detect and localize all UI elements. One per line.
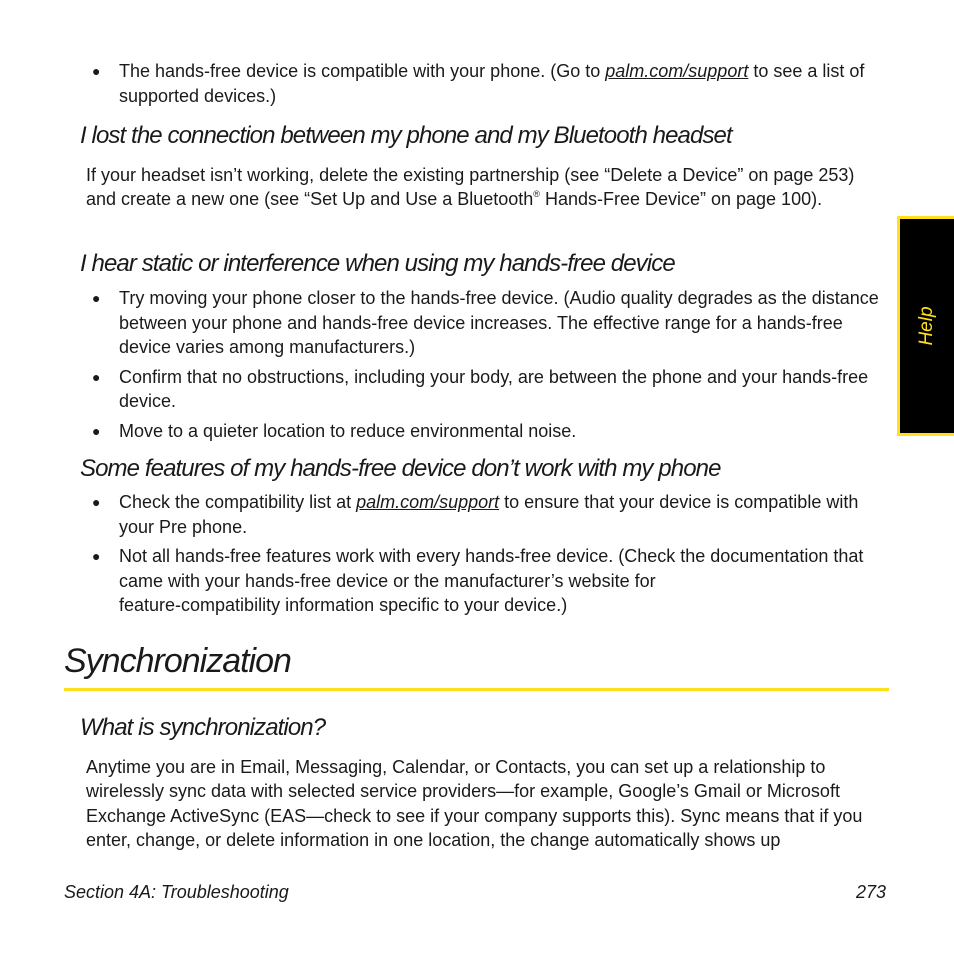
list-item: [92, 365, 884, 414]
list-item: [92, 490, 884, 539]
bullet-text: feature-compatibility information specific to your device.): [119, 595, 568, 615]
heading-what-is-sync: What is synchronization?: [80, 714, 326, 741]
registered-mark: ®: [533, 189, 540, 200]
palm-support-link[interactable]: palm.com/support: [605, 61, 749, 81]
bullet-text: Try moving your phone closer to the hands-free device. (Audio quality degrades as the distance between your phone and hands-free device increases. The effective range for a hands-free device varies among manufacturers.): [119, 288, 879, 357]
bullet-text: Confirm that no obstructions, including your body, are between the phone and your hands-free device.: [119, 366, 869, 411]
features-bullet-list: [92, 490, 884, 623]
bullet-icon: ●: [92, 422, 101, 439]
palm-support-link[interactable]: palm.com/support: [356, 492, 500, 512]
list-item: [92, 544, 884, 618]
help-side-tab[interactable]: [897, 216, 954, 436]
section-title-synchronization: Synchronization: [64, 642, 291, 680]
page-number: 273: [856, 882, 887, 902]
paragraph-text: Hands-Free Device” on page 100).: [539, 189, 823, 210]
compatibility-bullet-list: [92, 59, 884, 113]
heading-static-interference: I hear static or interference when using my hands-free device: [80, 250, 675, 277]
list-item: [92, 286, 884, 360]
bullet-text: to ensure that your device is compatible with your Pre phone.: [119, 492, 859, 537]
static-bullet-list: [92, 286, 884, 448]
sync-paragraph: Anytime you are in Email, Messaging, Calendar, or Contacts, you can set up a relationship to wirelessly sync data with selected service providers—for example, Google’s Gmail or Microsoft Exchange ActiveSync (EAS—check to see if your company supports this). Sync means that if you enter, change, or delete information in one location, the change automatically shows up: [86, 757, 863, 850]
section-divider: [64, 688, 889, 691]
list-item: [92, 419, 884, 444]
footer-section-label: Section 4A: Troubleshooting: [64, 882, 289, 902]
bullet-text: Move to a quieter location to reduce environmental noise.: [119, 420, 577, 441]
heading-lost-connection: I lost the connection between my phone and my Bluetooth headset: [80, 122, 732, 149]
side-tab-label: Help: [916, 306, 937, 346]
lost-connection-paragraph: [86, 163, 886, 212]
bullet-icon: ●: [92, 290, 101, 306]
bullet-text: The hands-free device is compatible with your phone. (Go to: [119, 61, 606, 81]
list-item: [92, 59, 884, 108]
heading-features-not-working: Some features of my hands-free device don’t work with my phone: [80, 455, 721, 482]
bullet-icon: ●: [92, 63, 101, 79]
bullet-icon: ●: [92, 368, 101, 385]
paragraph-text: If your headset isn’t working, delete the existing partnership (see “Delete a Device” on page 253) and create a new one (see “Set Up and Use a Bluetooth: [86, 165, 855, 210]
bullet-text: to see a list of supported devices.): [119, 61, 865, 106]
bullet-icon: ●: [92, 494, 101, 510]
bullet-text: Not all hands-free features work with every hands-free device. (Check the documentation that came with your hands-free device or the manufacturer’s website for: [119, 546, 864, 591]
bullet-icon: ●: [92, 548, 101, 564]
bullet-text: Check the compatibility list at: [119, 492, 357, 512]
